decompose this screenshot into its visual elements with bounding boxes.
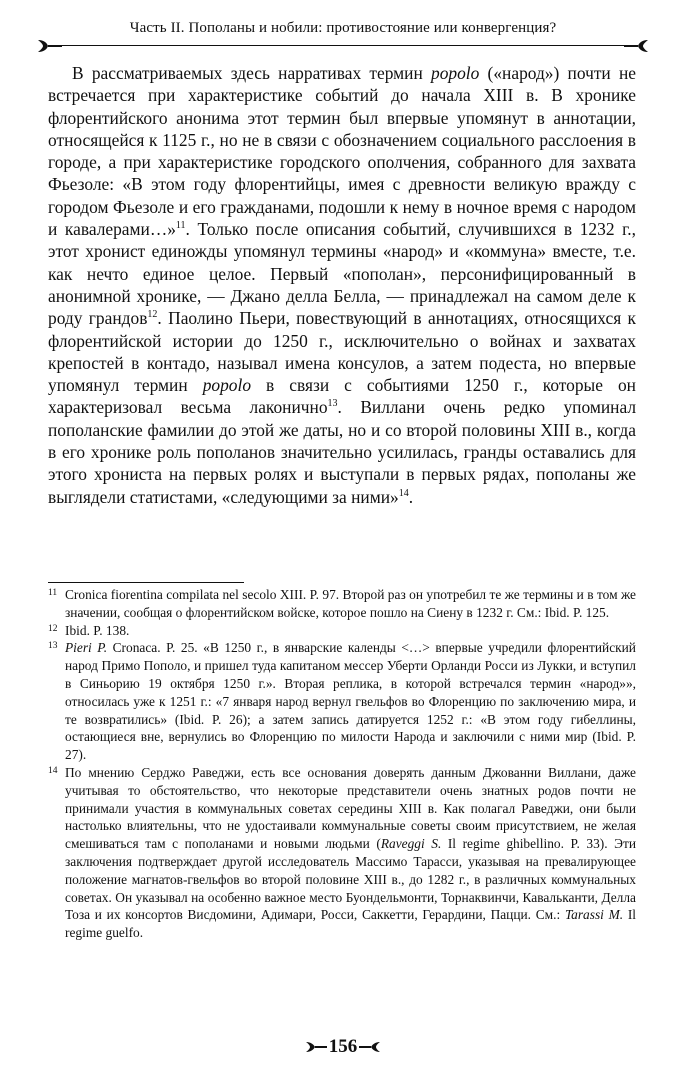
footnote-text: По мнению Серджо Раведжи, есть все основания доверять данным Джованни Виллани, даже учитывая то обстоятельство, что некоторые представители очень знатных родов почти не принимали участия в коммунальных советах середины XIII в. Как полагал Раведжи, они были настолько влиятельны, что не удостаивали коммунальные советы своим присутствием, не желая смешиваться там с пополанами и новыми людьми (: [65, 764, 636, 852]
footnote-ref-14[interactable]: 14: [398, 487, 409, 499]
footnote-13: [48, 639, 636, 764]
page-number-value: 156: [328, 1035, 358, 1057]
main-paragraph: [48, 62, 636, 508]
footnote-number: 13: [48, 641, 58, 652]
text-segment: . Виллани очень редко упоминал пополанские фамилии до этой же даты, но и со второй половины XIII в., когда в его хронике роль пополанов значительно усилилась, гранды оставались для этого хрониста на первых ролях и выступали в первых рядах, пополаны же выглядели статистами, «следующими за ними»: [48, 397, 636, 507]
text-segment: В рассматриваемых здесь нарративах термин: [72, 63, 431, 83]
footnote-ref-11[interactable]: 11: [175, 220, 186, 232]
footnote-author: Tarassi M.: [564, 907, 624, 923]
left-ornament-icon: [36, 36, 62, 56]
footnote-12: [48, 622, 636, 640]
text-segment: («народ») почти не встречается при характеристике событий до начала XIII в. В хронике флорентийского анонима этот термин был впервые упомянут в аннотации, относящейся к 1125 г., но не в связи с обозначением социального расслоения в городе, а при характеристике городского ополчения, собранного для захвата Фьезоле: «В этом году флорентийцы, имея с древности великую вражду с городом Фьезоле и его гражданами, подошли к нему в ночное время с народом и кавалерами…»: [48, 63, 636, 240]
footnote-text: Cronaca. P. 25. «В 1250 г., в январские календы <…> впервые учредили флорентийский народ Примо Пополо, и пришел туда капитаном мессер Уберти Орланди Росси из Лукки, и вступил в Синьорию 19 октября 1250 г.». Вторая реплика, в которой встречался термин «народ»», относилась уже к 1251 г.: «7 января народ вернул гвельфов во Флоренцию по заключению мира, и те возвратились» (Ibid. P. 26); а затем запись датируется 1252 г.: «В этом году гибеллины, остающиеся вне, вернулись во Флоренцию по милости Народа и заключили с ними мир (Ibid. P. 27).: [65, 640, 636, 763]
footnote-author: Pieri P.: [65, 640, 108, 656]
right-ornament-icon: [624, 36, 650, 56]
footnote-text: Il regime guelfo.: [65, 907, 636, 941]
text-segment: . Только после описания событий, случившихся в 1232 г., этот хронист единожды упомянул термины «народ» и «коммуна» вместе, т.е. как нечто единое целое. Первый «пополан», персонифицированный в анонимной хронике, — Джано делла Белла, — принадлежал на самом деле к роду грандов: [48, 219, 637, 329]
footnote-text: Cronica fiorentina compilata nel secolo XIII. P. 97. Второй раз он употребил те же термины и в том же значении, сообщая о флорентийском войске, которое пошло на Сиену в 1232 г. См.: Ibid. P. 125.: [65, 587, 636, 620]
page-number: [0, 1035, 686, 1058]
left-page-ornament-icon: [305, 1040, 327, 1054]
footnote-ref-13[interactable]: 13: [327, 398, 338, 410]
text-segment: в связи с событиями 1250 г., которые он характеризовал весьма лаконично: [48, 375, 636, 418]
header-rule: [58, 45, 628, 46]
footnotes: [48, 586, 636, 942]
footnote-11: [48, 586, 636, 622]
term-popolo: popolo: [431, 63, 480, 83]
footnote-number: 11: [48, 588, 58, 598]
footnote-separator: [48, 582, 244, 583]
footnote-author: Raveggi S.: [380, 836, 442, 852]
main-text: [48, 62, 636, 508]
text-segment: .: [408, 486, 414, 507]
header-title: Часть II. Пополаны и нобили: противостояние или конвергенция?: [129, 20, 557, 36]
footnote-number: 12: [48, 623, 58, 634]
term-popolo: popolo: [202, 375, 252, 396]
right-page-ornament-icon: [359, 1040, 381, 1054]
footnote-number: 14: [48, 765, 58, 776]
footnote-ref-12[interactable]: 12: [147, 309, 158, 321]
footnote-14: [48, 764, 636, 942]
running-header: [36, 14, 650, 54]
text-segment: . Паолино Пьери, повествующий в аннотациях, относящихся к флорентийской истории до 1250 г., исключительно о войнах и захватах крепостей в контадо, называл имена консулов, а затем подеста, но впервые упомянул термин: [48, 308, 637, 396]
footnote-text: Il regime ghibellino. P. 33). Эти заключения подтверждает другой исследователь Массимо Тарасси, указывая на превалирующее положение магнатов-гвельфов во второй половине XIII в., до 1282 г., в различных коммунальных советах. Он указывал на особенно важное место Буондельмонти, Торнаквинчи, Кавальканти, Делла Тоза и их консортов Висдомини, Адимари, Росси, Саккетти, Герардини, Пацци. См.:: [65, 836, 636, 923]
footnote-text: Ibid. P. 138.: [65, 622, 130, 638]
